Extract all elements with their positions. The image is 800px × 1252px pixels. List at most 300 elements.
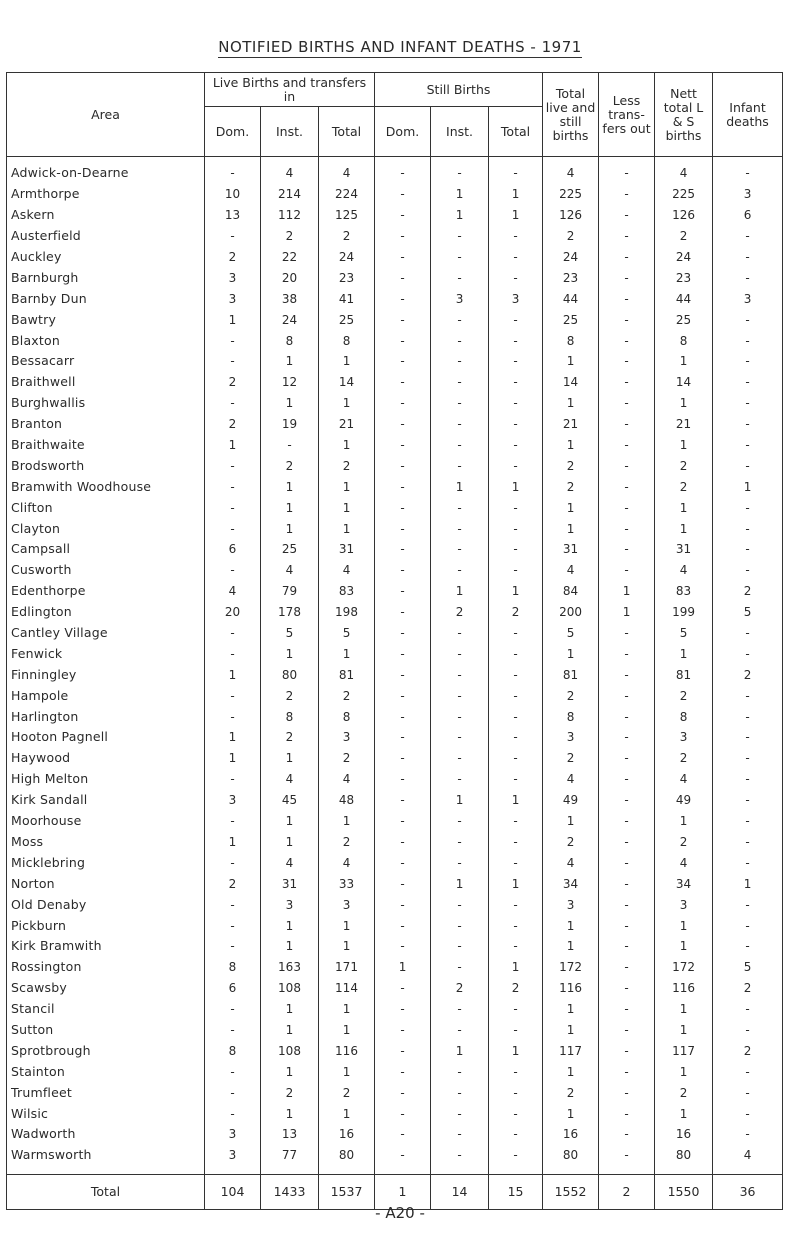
cell-still-inst: - <box>431 999 489 1020</box>
cell-live-dom: 2 <box>205 873 261 894</box>
cell-still-dom: - <box>375 539 431 560</box>
cell-infant-deaths: - <box>713 685 783 706</box>
table-row <box>7 393 783 414</box>
cell-total-births: 3 <box>543 727 599 748</box>
cell-still-dom: - <box>375 978 431 999</box>
cell-infant-deaths: - <box>713 372 783 393</box>
cell-area: Sutton <box>7 1020 205 1041</box>
cell-live-inst: 4 <box>261 157 319 184</box>
cell-infant-deaths: - <box>713 560 783 581</box>
cell-still-dom: - <box>375 602 431 623</box>
cell-less-transfers: - <box>599 414 655 435</box>
cell-live-inst: 24 <box>261 309 319 330</box>
cell-less-transfers: - <box>599 288 655 309</box>
cell-still-inst: - <box>431 643 489 664</box>
cell-area: Edenthorpe <box>7 581 205 602</box>
cell-total-births: 8 <box>543 330 599 351</box>
cell-less-transfers: - <box>599 309 655 330</box>
cell-nett-total: 4 <box>655 769 713 790</box>
cell-live-inst: 38 <box>261 288 319 309</box>
cell-live-total: 4 <box>319 157 375 184</box>
cell-less-transfers: - <box>599 267 655 288</box>
cell-less-transfers: - <box>599 435 655 456</box>
cell-live-dom: - <box>205 623 261 644</box>
cell-live-dom: - <box>205 1061 261 1082</box>
cell-live-inst: 4 <box>261 769 319 790</box>
cell-area: Stainton <box>7 1061 205 1082</box>
cell-area: Wilsic <box>7 1103 205 1124</box>
cell-total-births: 1 <box>543 999 599 1020</box>
cell-still-total: 1 <box>489 1040 543 1061</box>
cell-still-total: - <box>489 748 543 769</box>
cell-live-dom: - <box>205 915 261 936</box>
table-row <box>7 602 783 623</box>
cell-still-dom: - <box>375 309 431 330</box>
cell-still-total: - <box>489 664 543 685</box>
cell-infant-deaths: 6 <box>713 205 783 226</box>
cell-live-total: 1 <box>319 518 375 539</box>
cell-nett-total: 225 <box>655 184 713 205</box>
cell-less-transfers: - <box>599 957 655 978</box>
cell-area: Armthorpe <box>7 184 205 205</box>
cell-live-total: 171 <box>319 957 375 978</box>
cell-still-dom: - <box>375 685 431 706</box>
cell-less-transfers: - <box>599 497 655 518</box>
cell-still-dom: - <box>375 1124 431 1145</box>
cell-total-births: 23 <box>543 267 599 288</box>
cell-infant-deaths: - <box>713 1061 783 1082</box>
cell-still-dom: - <box>375 623 431 644</box>
table-row <box>7 873 783 894</box>
cell-live-dom: - <box>205 518 261 539</box>
cell-less-transfers: - <box>599 811 655 832</box>
cell-infant-deaths: - <box>713 894 783 915</box>
cell-less-transfers: - <box>599 184 655 205</box>
cell-infant-deaths: 2 <box>713 978 783 999</box>
cell-live-dom: - <box>205 852 261 873</box>
cell-infant-deaths: - <box>713 832 783 853</box>
cell-live-total: 116 <box>319 1040 375 1061</box>
cell-infant-deaths: - <box>713 1124 783 1145</box>
cell-still-inst: - <box>431 832 489 853</box>
cell-nett-total: 2 <box>655 476 713 497</box>
cell-infant-deaths: - <box>713 435 783 456</box>
table-row <box>7 455 783 476</box>
cell-still-total: - <box>489 267 543 288</box>
cell-live-total: 4 <box>319 852 375 873</box>
table-row <box>7 497 783 518</box>
cell-live-inst: 178 <box>261 602 319 623</box>
cell-less-transfers: - <box>599 157 655 184</box>
cell-nett-total: 2 <box>655 832 713 853</box>
cell-still-inst: - <box>431 247 489 268</box>
cell-less-transfers: - <box>599 790 655 811</box>
cell-less-transfers: 1 <box>599 602 655 623</box>
cell-still-inst: - <box>431 623 489 644</box>
table-row <box>7 1040 783 1061</box>
cell-still-total: 1 <box>489 581 543 602</box>
cell-area: Bessacarr <box>7 351 205 372</box>
cell-live-total: 4 <box>319 560 375 581</box>
cell-total-births: 1 <box>543 1103 599 1124</box>
cell-less-transfers: - <box>599 247 655 268</box>
cell-nett-total: 5 <box>655 623 713 644</box>
cell-area: Braithwaite <box>7 435 205 456</box>
cell-live-dom: 8 <box>205 1040 261 1061</box>
header-still-total: Total <box>489 107 543 157</box>
header-area: Area <box>7 73 205 157</box>
cell-still-dom: - <box>375 748 431 769</box>
cell-live-total: 1 <box>319 1020 375 1041</box>
cell-still-dom: - <box>375 226 431 247</box>
cell-infant-deaths: - <box>713 790 783 811</box>
cell-nett-total: 2 <box>655 455 713 476</box>
table-row <box>7 184 783 205</box>
cell-still-inst: - <box>431 811 489 832</box>
cell-live-inst: 22 <box>261 247 319 268</box>
cell-infant-deaths: - <box>713 1103 783 1124</box>
cell-still-inst: - <box>431 372 489 393</box>
cell-still-total: - <box>489 435 543 456</box>
cell-total-births: 1 <box>543 497 599 518</box>
cell-area: Fenwick <box>7 643 205 664</box>
cell-infant-deaths: - <box>713 999 783 1020</box>
cell-infant-deaths: 2 <box>713 581 783 602</box>
cell-less-transfers: - <box>599 1124 655 1145</box>
cell-nett-total: 21 <box>655 414 713 435</box>
cell-area: Cusworth <box>7 560 205 581</box>
cell-live-dom: 10 <box>205 184 261 205</box>
cell-nett-total: 16 <box>655 1124 713 1145</box>
header-live-births: Live Births and transfers in <box>205 73 375 107</box>
cell-infant-deaths: - <box>713 1020 783 1041</box>
cell-live-inst: 8 <box>261 706 319 727</box>
table-row <box>7 832 783 853</box>
cell-total-births: 1 <box>543 936 599 957</box>
cell-live-dom: 2 <box>205 247 261 268</box>
table-row <box>7 518 783 539</box>
cell-still-total: - <box>489 706 543 727</box>
cell-infant-deaths: - <box>713 518 783 539</box>
cell-still-total: - <box>489 894 543 915</box>
cell-still-dom: - <box>375 936 431 957</box>
cell-less-transfers: - <box>599 393 655 414</box>
cell-area: Norton <box>7 873 205 894</box>
total-infant-deaths: 36 <box>713 1174 783 1209</box>
cell-still-inst: 3 <box>431 288 489 309</box>
cell-live-dom: 2 <box>205 414 261 435</box>
cell-live-inst: 4 <box>261 852 319 873</box>
cell-live-inst: 2 <box>261 455 319 476</box>
cell-live-dom: 3 <box>205 1145 261 1174</box>
cell-live-total: 80 <box>319 1145 375 1174</box>
cell-live-inst: 4 <box>261 560 319 581</box>
cell-total-births: 80 <box>543 1145 599 1174</box>
table-row <box>7 247 783 268</box>
cell-area: Haywood <box>7 748 205 769</box>
table-row <box>7 372 783 393</box>
cell-area: Bramwith Woodhouse <box>7 476 205 497</box>
cell-total-births: 8 <box>543 706 599 727</box>
cell-live-dom: - <box>205 497 261 518</box>
table-row <box>7 226 783 247</box>
cell-infant-deaths: - <box>713 497 783 518</box>
cell-total-births: 172 <box>543 957 599 978</box>
cell-still-dom: - <box>375 157 431 184</box>
cell-still-inst: - <box>431 664 489 685</box>
cell-infant-deaths: 2 <box>713 1040 783 1061</box>
cell-area: High Melton <box>7 769 205 790</box>
cell-infant-deaths: - <box>713 414 783 435</box>
cell-still-inst: 2 <box>431 602 489 623</box>
cell-still-dom: - <box>375 267 431 288</box>
cell-still-total: - <box>489 247 543 268</box>
cell-live-dom: - <box>205 226 261 247</box>
cell-total-births: 14 <box>543 372 599 393</box>
cell-area: Brodsworth <box>7 455 205 476</box>
cell-live-inst: 1 <box>261 351 319 372</box>
cell-nett-total: 83 <box>655 581 713 602</box>
cell-live-dom: - <box>205 351 261 372</box>
total-live-inst: 1433 <box>261 1174 319 1209</box>
cell-still-inst: - <box>431 915 489 936</box>
cell-total-births: 1 <box>543 1020 599 1041</box>
cell-live-dom: - <box>205 936 261 957</box>
cell-live-dom: 6 <box>205 539 261 560</box>
cell-still-total: - <box>489 539 543 560</box>
cell-nett-total: 31 <box>655 539 713 560</box>
cell-nett-total: 1 <box>655 497 713 518</box>
cell-still-dom: - <box>375 435 431 456</box>
cell-less-transfers: - <box>599 999 655 1020</box>
table-row <box>7 894 783 915</box>
cell-live-inst: 112 <box>261 205 319 226</box>
cell-less-transfers: - <box>599 727 655 748</box>
cell-live-dom: 1 <box>205 727 261 748</box>
cell-live-total: 1 <box>319 811 375 832</box>
cell-live-total: 1 <box>319 497 375 518</box>
cell-still-inst: - <box>431 706 489 727</box>
cell-still-total: - <box>489 372 543 393</box>
cell-live-inst: 1 <box>261 1061 319 1082</box>
cell-total-births: 5 <box>543 623 599 644</box>
cell-still-inst: - <box>431 267 489 288</box>
cell-still-total: - <box>489 518 543 539</box>
cell-area: Austerfield <box>7 226 205 247</box>
cell-area: Trumfleet <box>7 1082 205 1103</box>
table-row <box>7 811 783 832</box>
cell-infant-deaths: 5 <box>713 957 783 978</box>
cell-area: Old Denaby <box>7 894 205 915</box>
cell-live-total: 3 <box>319 727 375 748</box>
cell-less-transfers: - <box>599 476 655 497</box>
cell-live-inst: 1 <box>261 518 319 539</box>
cell-still-total: - <box>489 226 543 247</box>
cell-total-births: 4 <box>543 852 599 873</box>
cell-area: Adwick-on-Dearne <box>7 157 205 184</box>
cell-less-transfers: - <box>599 518 655 539</box>
cell-live-total: 23 <box>319 267 375 288</box>
cell-still-inst: 1 <box>431 581 489 602</box>
cell-nett-total: 1 <box>655 811 713 832</box>
cell-live-inst: 2 <box>261 226 319 247</box>
cell-still-inst: - <box>431 455 489 476</box>
cell-still-dom: 1 <box>375 957 431 978</box>
cell-less-transfers: - <box>599 1103 655 1124</box>
cell-area: Harlington <box>7 706 205 727</box>
table-row <box>7 1103 783 1124</box>
cell-area: Micklebring <box>7 852 205 873</box>
cell-total-births: 24 <box>543 247 599 268</box>
cell-still-dom: - <box>375 1040 431 1061</box>
cell-still-total: - <box>489 393 543 414</box>
cell-live-inst: 108 <box>261 978 319 999</box>
cell-live-dom: 6 <box>205 978 261 999</box>
table-row <box>7 852 783 873</box>
table-row <box>7 999 783 1020</box>
cell-still-dom: - <box>375 455 431 476</box>
cell-live-total: 21 <box>319 414 375 435</box>
cell-live-inst: 1 <box>261 915 319 936</box>
table-body <box>7 157 783 1175</box>
cell-nett-total: 1 <box>655 1061 713 1082</box>
cell-nett-total: 1 <box>655 435 713 456</box>
cell-live-total: 2 <box>319 1082 375 1103</box>
cell-area: Hampole <box>7 685 205 706</box>
cell-total-births: 1 <box>543 915 599 936</box>
cell-still-total: - <box>489 643 543 664</box>
cell-live-total: 2 <box>319 832 375 853</box>
cell-still-total: - <box>489 1124 543 1145</box>
table-row <box>7 157 783 184</box>
cell-less-transfers: - <box>599 205 655 226</box>
cell-still-total: - <box>489 936 543 957</box>
cell-total-births: 3 <box>543 894 599 915</box>
header-total-live-still: Total live and still births <box>543 73 599 157</box>
cell-live-inst: 1 <box>261 1020 319 1041</box>
cell-total-births: 1 <box>543 1061 599 1082</box>
cell-area: Kirk Bramwith <box>7 936 205 957</box>
cell-total-births: 1 <box>543 351 599 372</box>
cell-still-dom: - <box>375 393 431 414</box>
table-row <box>7 643 783 664</box>
cell-live-inst: 79 <box>261 581 319 602</box>
cell-live-total: 198 <box>319 602 375 623</box>
cell-less-transfers: - <box>599 978 655 999</box>
cell-live-dom: 3 <box>205 790 261 811</box>
cell-live-total: 24 <box>319 247 375 268</box>
cell-area: Braithwell <box>7 372 205 393</box>
cell-infant-deaths: - <box>713 157 783 184</box>
cell-still-dom: - <box>375 288 431 309</box>
cell-still-inst: - <box>431 560 489 581</box>
cell-live-dom: 8 <box>205 957 261 978</box>
total-still-inst: 14 <box>431 1174 489 1209</box>
cell-live-inst: 2 <box>261 1082 319 1103</box>
cell-live-total: 2 <box>319 685 375 706</box>
cell-less-transfers: - <box>599 1020 655 1041</box>
cell-still-dom: - <box>375 769 431 790</box>
cell-still-inst: - <box>431 936 489 957</box>
cell-still-total: - <box>489 330 543 351</box>
cell-still-dom: - <box>375 1103 431 1124</box>
cell-live-inst: 1 <box>261 999 319 1020</box>
cell-live-dom: - <box>205 560 261 581</box>
table-row <box>7 1145 783 1174</box>
cell-nett-total: 49 <box>655 790 713 811</box>
cell-total-births: 81 <box>543 664 599 685</box>
cell-live-inst: 1 <box>261 936 319 957</box>
cell-still-dom: - <box>375 1145 431 1174</box>
cell-nett-total: 34 <box>655 873 713 894</box>
table-row <box>7 978 783 999</box>
cell-nett-total: 23 <box>655 267 713 288</box>
cell-live-inst: 1 <box>261 748 319 769</box>
cell-area: Scawsby <box>7 978 205 999</box>
cell-nett-total: 81 <box>655 664 713 685</box>
cell-still-dom: - <box>375 205 431 226</box>
cell-infant-deaths: - <box>713 1082 783 1103</box>
cell-infant-deaths: - <box>713 936 783 957</box>
cell-live-total: 1 <box>319 1103 375 1124</box>
cell-total-births: 21 <box>543 414 599 435</box>
cell-live-dom: 1 <box>205 309 261 330</box>
cell-total-births: 1 <box>543 643 599 664</box>
cell-less-transfers: - <box>599 873 655 894</box>
cell-live-dom: - <box>205 706 261 727</box>
header-still-inst: Inst. <box>431 107 489 157</box>
cell-live-inst: 8 <box>261 330 319 351</box>
cell-total-births: 117 <box>543 1040 599 1061</box>
cell-still-inst: 1 <box>431 205 489 226</box>
cell-nett-total: 3 <box>655 894 713 915</box>
cell-still-inst: - <box>431 330 489 351</box>
table-row <box>7 748 783 769</box>
cell-nett-total: 1 <box>655 351 713 372</box>
cell-still-inst: - <box>431 1082 489 1103</box>
cell-live-dom: - <box>205 393 261 414</box>
cell-still-total: 2 <box>489 602 543 623</box>
cell-live-inst: 12 <box>261 372 319 393</box>
cell-still-total: - <box>489 852 543 873</box>
table-row <box>7 539 783 560</box>
cell-area: Kirk Sandall <box>7 790 205 811</box>
cell-still-total: - <box>489 1082 543 1103</box>
cell-nett-total: 1 <box>655 999 713 1020</box>
cell-still-dom: - <box>375 999 431 1020</box>
table-row <box>7 560 783 581</box>
cell-still-dom: - <box>375 518 431 539</box>
cell-still-dom: - <box>375 811 431 832</box>
cell-live-inst: - <box>261 435 319 456</box>
cell-area: Hooton Pagnell <box>7 727 205 748</box>
cell-infant-deaths: - <box>713 247 783 268</box>
table-row <box>7 706 783 727</box>
cell-total-births: 1 <box>543 393 599 414</box>
cell-still-inst: - <box>431 852 489 873</box>
cell-still-total: - <box>489 455 543 476</box>
cell-total-births: 34 <box>543 873 599 894</box>
cell-live-inst: 77 <box>261 1145 319 1174</box>
cell-total-births: 2 <box>543 1082 599 1103</box>
cell-area: Wadworth <box>7 1124 205 1145</box>
cell-live-dom: - <box>205 769 261 790</box>
cell-live-inst: 214 <box>261 184 319 205</box>
cell-less-transfers: - <box>599 643 655 664</box>
header-still-dom: Dom. <box>375 107 431 157</box>
cell-still-dom: - <box>375 873 431 894</box>
cell-infant-deaths: - <box>713 267 783 288</box>
